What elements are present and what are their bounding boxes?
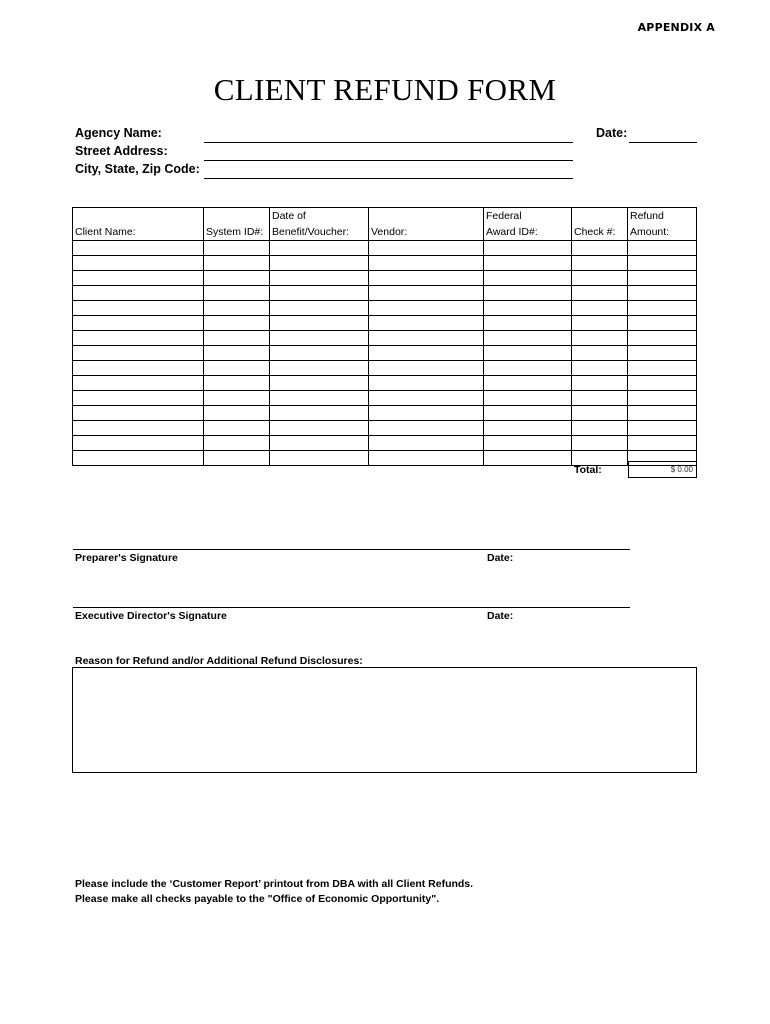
table-cell[interactable]: [73, 436, 204, 451]
table-cell[interactable]: [270, 256, 369, 271]
table-row: [73, 436, 697, 451]
table-cell[interactable]: [204, 421, 270, 436]
reason-textbox[interactable]: [72, 667, 697, 773]
total-label: Total:: [574, 464, 602, 476]
table-cell[interactable]: [73, 451, 204, 466]
table-cell[interactable]: [628, 241, 697, 256]
table-cell[interactable]: [628, 436, 697, 451]
total-amount: $ 0.00: [628, 461, 697, 478]
table-cell[interactable]: [628, 421, 697, 436]
table-cell[interactable]: [628, 271, 697, 286]
table-header-row: [73, 208, 697, 241]
table-cell[interactable]: [369, 436, 484, 451]
table-cell[interactable]: [270, 346, 369, 361]
table-cell[interactable]: [484, 301, 572, 316]
table-cell[interactable]: [73, 241, 204, 256]
table-cell[interactable]: [73, 421, 204, 436]
table-cell[interactable]: [484, 256, 572, 271]
table-cell[interactable]: [204, 256, 270, 271]
table-cell[interactable]: [73, 271, 204, 286]
table-cell[interactable]: [572, 406, 628, 421]
note-customer-report: Please include the ‘Customer Report’ printout from DBA with all Client Refunds.: [75, 878, 474, 890]
table-cell[interactable]: [270, 451, 369, 466]
table-cell[interactable]: [204, 436, 270, 451]
column-header-client-name: Client Name:: [73, 208, 204, 241]
street-address-field[interactable]: [204, 160, 573, 161]
table-cell[interactable]: [270, 376, 369, 391]
table-cell[interactable]: [369, 421, 484, 436]
table-cell[interactable]: [270, 316, 369, 331]
table-row: [73, 301, 697, 316]
table-cell[interactable]: [73, 301, 204, 316]
agency-name-field[interactable]: [204, 142, 573, 143]
table-cell[interactable]: [369, 376, 484, 391]
table-cell[interactable]: [628, 376, 697, 391]
table-cell[interactable]: [572, 286, 628, 301]
table-cell[interactable]: [369, 286, 484, 301]
table-cell[interactable]: [484, 391, 572, 406]
preparer-date-label: Date:: [487, 552, 514, 564]
table-cell[interactable]: [572, 436, 628, 451]
table-cell[interactable]: [73, 361, 204, 376]
table-cell[interactable]: [270, 241, 369, 256]
table-cell[interactable]: [484, 286, 572, 301]
table-cell[interactable]: [73, 331, 204, 346]
table-cell[interactable]: [572, 241, 628, 256]
table-cell[interactable]: [369, 241, 484, 256]
note-checks-payable: Please make all checks payable to the "Office of Economic Opportunity".: [75, 893, 440, 905]
date-label: Date:: [596, 126, 628, 140]
table-row: [73, 451, 697, 466]
table-cell[interactable]: [572, 331, 628, 346]
column-header-system-id: System ID#:: [204, 208, 270, 241]
table-cell[interactable]: [270, 361, 369, 376]
table-cell[interactable]: [204, 361, 270, 376]
table-cell[interactable]: [572, 256, 628, 271]
table-cell[interactable]: [270, 391, 369, 406]
table-cell[interactable]: [572, 421, 628, 436]
table-row: [73, 361, 697, 376]
table-row: [73, 256, 697, 271]
refund-table: [72, 207, 697, 466]
table-cell[interactable]: [369, 301, 484, 316]
table-cell[interactable]: [270, 301, 369, 316]
director-signature-label: Executive Director's Signature: [75, 610, 227, 622]
table-cell[interactable]: [369, 406, 484, 421]
table-cell[interactable]: [628, 316, 697, 331]
table-cell[interactable]: [369, 391, 484, 406]
table-cell[interactable]: [484, 406, 572, 421]
table-cell[interactable]: [484, 376, 572, 391]
table-cell[interactable]: [628, 331, 697, 346]
table-cell[interactable]: [204, 271, 270, 286]
table-cell[interactable]: [484, 241, 572, 256]
director-date-label: Date:: [487, 610, 514, 622]
table-cell[interactable]: [73, 286, 204, 301]
table-cell[interactable]: [628, 406, 697, 421]
table-cell[interactable]: [484, 436, 572, 451]
table-cell[interactable]: [204, 376, 270, 391]
table-row: [73, 331, 697, 346]
table-row: [73, 241, 697, 256]
page-title: CLIENT REFUND FORM: [213, 72, 557, 107]
table-cell[interactable]: [270, 286, 369, 301]
table-cell[interactable]: [628, 361, 697, 376]
table-row: [73, 391, 697, 406]
table-cell[interactable]: [204, 331, 270, 346]
preparer-signature-line[interactable]: [73, 549, 630, 550]
column-header-federal-award-id: Federal Award ID#:: [484, 208, 572, 241]
table-cell[interactable]: [270, 421, 369, 436]
table-cell[interactable]: [204, 301, 270, 316]
column-header-check-number: Check #:: [572, 208, 628, 241]
column-header-date-of-benefit: Date of Benefit/Voucher:: [270, 208, 369, 241]
table-cell[interactable]: [204, 346, 270, 361]
table-row: [73, 421, 697, 436]
table-cell[interactable]: [73, 376, 204, 391]
table-cell[interactable]: [369, 451, 484, 466]
table-row: [73, 271, 697, 286]
table-cell[interactable]: [204, 391, 270, 406]
table-cell[interactable]: [369, 256, 484, 271]
table-cell[interactable]: [484, 316, 572, 331]
table-cell[interactable]: [204, 451, 270, 466]
table-cell[interactable]: [572, 361, 628, 376]
table-row: [73, 406, 697, 421]
table-row: [73, 376, 697, 391]
reason-label: Reason for Refund and/or Additional Refund Disclosures:: [75, 655, 363, 667]
table-cell[interactable]: [73, 391, 204, 406]
table-cell[interactable]: [572, 316, 628, 331]
table-cell[interactable]: [484, 331, 572, 346]
table-cell[interactable]: [484, 421, 572, 436]
table-cell[interactable]: [369, 361, 484, 376]
table-cell[interactable]: [270, 406, 369, 421]
column-header-refund-amount: Refund Amount:: [628, 208, 697, 241]
table-cell[interactable]: [369, 346, 484, 361]
director-signature-line[interactable]: [73, 607, 630, 608]
table-cell[interactable]: [204, 286, 270, 301]
table-cell[interactable]: [270, 331, 369, 346]
city-state-zip-label: City, State, Zip Code:: [75, 162, 200, 176]
preparer-signature-label: Preparer's Signature: [75, 552, 178, 564]
table-cell[interactable]: [572, 376, 628, 391]
table-row: [73, 316, 697, 331]
table-cell[interactable]: [369, 331, 484, 346]
table-cell[interactable]: [572, 301, 628, 316]
table-cell[interactable]: [73, 256, 204, 271]
table-cell[interactable]: [270, 271, 369, 286]
table-cell[interactable]: [484, 361, 572, 376]
table-cell[interactable]: [628, 286, 697, 301]
table-cell[interactable]: [73, 346, 204, 361]
city-state-zip-field[interactable]: [204, 178, 573, 179]
appendix-label: APPENDIX A: [637, 21, 715, 34]
table-cell[interactable]: [369, 271, 484, 286]
table-row: [73, 346, 697, 361]
table-cell[interactable]: [572, 346, 628, 361]
table-cell[interactable]: [204, 316, 270, 331]
table-cell[interactable]: [572, 271, 628, 286]
table-cell[interactable]: [204, 241, 270, 256]
table-row: [73, 286, 697, 301]
table-cell[interactable]: [204, 406, 270, 421]
table-cell[interactable]: [484, 451, 572, 466]
table-cell[interactable]: [628, 301, 697, 316]
table-cell[interactable]: [73, 316, 204, 331]
table-cell[interactable]: [628, 256, 697, 271]
table-cell[interactable]: [484, 346, 572, 361]
table-cell[interactable]: [369, 316, 484, 331]
column-header-vendor: Vendor:: [369, 208, 484, 241]
table-cell[interactable]: [572, 391, 628, 406]
agency-name-label: Agency Name:: [75, 126, 162, 140]
date-field[interactable]: [629, 142, 697, 143]
street-address-label: Street Address:: [75, 144, 168, 158]
table-cell[interactable]: [628, 346, 697, 361]
table-cell[interactable]: [484, 271, 572, 286]
table-cell[interactable]: [628, 391, 697, 406]
table-cell[interactable]: [270, 436, 369, 451]
table-cell[interactable]: [73, 406, 204, 421]
